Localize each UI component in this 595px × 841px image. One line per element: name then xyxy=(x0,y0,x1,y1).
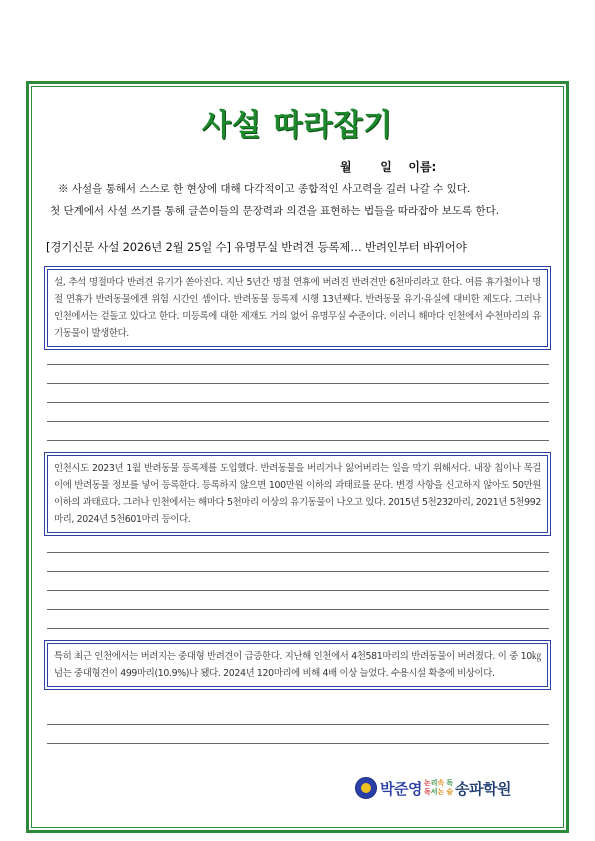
academy-logo xyxy=(355,776,511,800)
logo-subject: 리 xyxy=(430,779,438,787)
logo-subject: 논 xyxy=(423,779,431,787)
instruction-note-1: ※ 사설을 통해서 스스로 한 현상에 대해 다각적이고 종합적인 사고력을 길러 나갈 수 있다. xyxy=(58,183,471,195)
logo-subject: 서 xyxy=(430,788,438,796)
date-month-label: 월 xyxy=(340,160,352,174)
page-title: 사설 따라잡기 xyxy=(201,108,394,143)
passage-text-3: 특히 최근 인천에서는 버려지는 중대형 반려견이 급증한다. 지난해 인천에서 4천581마리의 반려동물이 버려졌다. 이 중 10㎏ 넘는 중대형견이 499마리(10.9%)나 됐다. 2024년 120마리에 비해 4배 이상 늘었다. 수용시설 확충에 비상이다. xyxy=(47,643,548,687)
passage-text-2: 인천시도 2023년 1월 반려동물 등록제를 도입했다. 반려동물을 버리거나 잃어버리는 일을 막기 위해서다. 내장 칩이나 목걸이에 반려동물 정보를 넣어 등록한다. 등록하지 않으면 100만원 이하의 과태료를 문다. 변경 사항을 신고하지 않아도 50만원 이하의 과태료다. 그러나 인천에서는 해마다 5천마리 이상의 유기동물이 나오고 있다. 2015년 5천232마리, 2021년 5천992마리, 2024년 5천601마리 등이다. xyxy=(47,455,548,533)
passage-text-1: 설, 추석 명절마다 반려견 유기가 쏟아진다. 지난 5년간 명절 연휴에 버려진 반려견만 6천마리라고 한다. 여름 휴가철이나 명절 연휴가 반려동물에겐 위험 시간인 셈이다. 반려동물 등록제 시행 13년째다. 반려동물 유기·유실에 대비한 제도다. 그러나 인천에서는 겉돌고 있다고 한다. 미등록에 대한 제재도 거의 없어 유명무실 수준이다. 이러니 해마다 인천에서 수천마리의 유기동물이 발생한다. xyxy=(47,269,548,347)
logo-branch: 송파학원 xyxy=(455,779,512,798)
name-label: 이름: xyxy=(408,160,437,174)
logo-subject: 술 xyxy=(446,788,454,796)
logo-name: 박준영 xyxy=(380,779,422,798)
instruction-note-2: 첫 단계에서 사설 쓰기를 통해 글쓴이들의 문장력과 의견을 표현하는 법들을 따라잡아 보도록 한다. xyxy=(50,205,500,217)
logo-subjects-extra xyxy=(446,779,453,797)
editorial-headline: [경기신문 사설 2026년 2월 25일 수] 유명무실 반려견 등록제… 반려인부터 바뀌어야 xyxy=(46,240,467,254)
passage-box-3 xyxy=(44,640,551,690)
logo-subject: 논 xyxy=(437,788,445,796)
logo-subject: 속 xyxy=(437,779,445,787)
logo-subject: 독 xyxy=(446,779,454,787)
emblem-icon xyxy=(355,777,377,799)
passage-box-1 xyxy=(44,266,551,350)
date-name-row xyxy=(340,158,436,175)
logo-subject: 독 xyxy=(423,788,431,796)
logo-subjects xyxy=(424,779,444,797)
passage-box-2 xyxy=(44,452,551,536)
date-day-label: 일 xyxy=(380,160,392,174)
